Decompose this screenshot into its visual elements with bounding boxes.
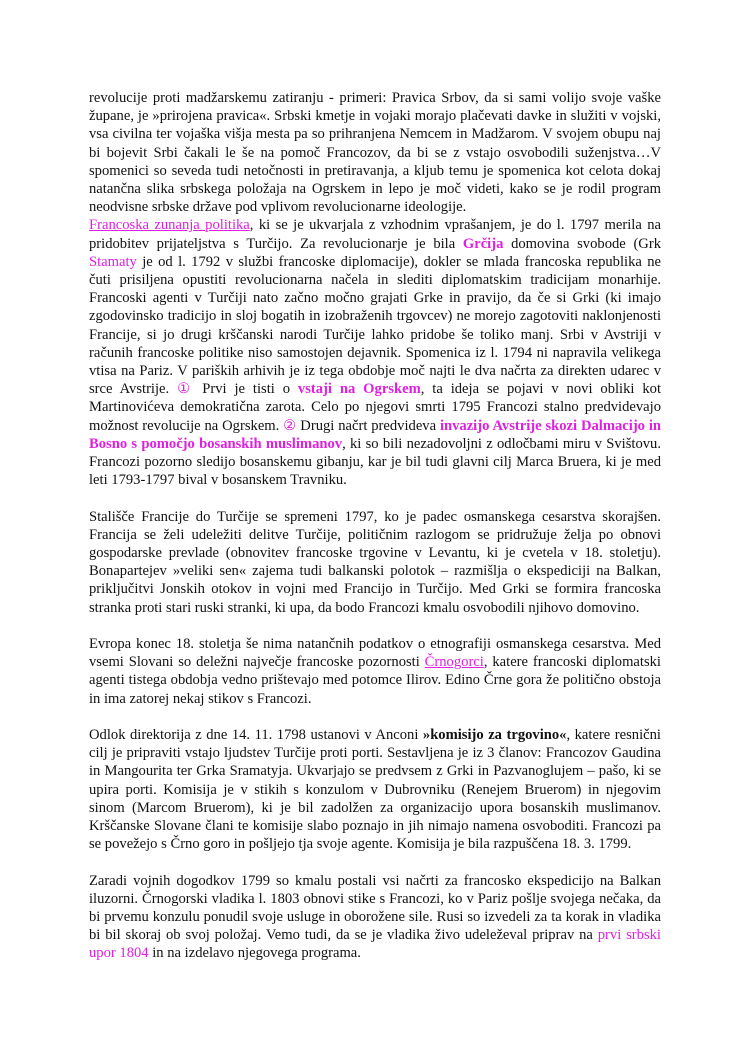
text: Stališče Francije do Turčije se spremeni 1797, ko je padec osmanskega cesarstva skorajšen. Francija se želi udeležiti delitve Turčije, političnim razlogom se pridružuje želja po obnovi gospodarske prevlade (obnovitev francoske trgovine v Levantu, ki je cvetela v 18. stoletju). Bonapartejev »veliki sen« zajema tudi balkanski polotok – razmišlja o ekspediciji na Balkan, priključitvi Jonskih otokov in vojni med Francijo in Turčijo. Med Grki se formira francoska stranka proti stari ruski stranki, ki upa, da bodo Francozi kmalu osvobodili njihovo domovino. — [89, 508, 661, 616]
text: Zaradi vojnih dogodkov 1799 so kmalu postali vsi načrti za francosko ekspedicijo na Balkan iluzorni. Črnogorski vladika l. 1803 obnovi stike s Francozi, ko v Pariz pošlje svojega nečaka, da bi prvemu konzulu ponudil svoje usluge in oborožene sile. Rusi so izvedeli za ta korak in vladika bi bil skoraj ob svoj položaj. Vemo tudi, da se je vladika živo udeleževal priprav na — [89, 872, 661, 944]
paragraph-spacer — [89, 708, 661, 726]
paragraph-france-turkey-stance — [89, 508, 661, 617]
highlight-prvi-srbski-upor: prvi srbski upor 1804 — [89, 927, 661, 962]
link-crnogorci[interactable]: Črnogorci — [424, 654, 484, 671]
text: revolucije proti madžarskemu zatiranju - primeri: Pravica Srbov, da si sami volijo svoje vaške župane, je »prirojena pravica«. Srbski kmetje in vojaki morajo plačevati davke in služiti v vojski, vsa civilna ter vojaška višja mesta pa so prihranjena Nemcem in Madžarom. V svojem obupu naj bi bojevit Srbi čakali le še na pomoč Francozov, da bi se z vstajo osvobodili suženjstva…V spomenici so seveda tudi netočnosti in pretiravanja, a kljub temu je spomenica kot celota dokaj natančna slika srbskega položaja na Ogrskem in lepo je moč videti, kako se je rodil program neodvisne srbske države pod vplivom revolucionarne ideologije. — [89, 90, 661, 216]
text: , ta ideja se pojavi v novi obliki kot Martinovićeva demokratična zarota. Celo po njegovi smrti 1795 Francozi stalno predvidevajo možnost revolucije na Ogrskem. — [89, 381, 661, 434]
circled-number-two-icon: ② — [283, 417, 297, 434]
circled-number-one-icon: ① — [177, 381, 195, 398]
text: je od l. 1792 v službi francoske diplomacije), dokler se mlada francoska republika ne čuti prisiljena opustiti revolucionarna načela in slediti diplomatskim tradicijam monarhije. Francoski agenti v Turčiji nato začno močno grajati Grke in pravijo, da če si Grki (ki imajo zgodovinsko tradicijo in sloj bogatih in izobraženih trgovcev) ne morejo zagotoviti naklonjenosti Francije, si jo drugi krščanski narodi Turčije lahko pridobe še toliko manj. Srbi v Avstriji v računih francoske politike niso samostojen dejavnik. Spomenica iz l. 1794 ni napravila velikega vtisa na Pariz. V pariških arhivih je iz tega obdobje moč najti le dva načrta za direkten udarec v srce Avstrije. — [89, 253, 661, 398]
highlight-grcija: Grčija — [462, 235, 504, 252]
text: domovina svobode (Grk — [503, 235, 661, 252]
highlight-vstaji-na-ogrskem: vstaji na Ogrskem — [297, 381, 421, 398]
text: in na izdelavo njegovega programa. — [148, 945, 361, 962]
text: , ki se je ukvarjala z vzhodnim vprašanjem, je do l. 1797 merila na pridobitev prijateljstva s Turčijo. Za revolucionarje je bila — [89, 217, 661, 252]
text: , katere francoski diplomatski agenti tistega obdobja vedno prištevajo med potomce Ilirov. Edino Črne gora že politično obstoja in ima zatorej nekaj stikov s Francozi. — [89, 654, 661, 707]
highlight-stamaty: Stamaty — [89, 253, 137, 270]
paragraph-trade-commission — [89, 726, 661, 853]
text: , ki so bili nezadovoljni z odločbami miru v Svištovu. Francozi pozorno sledijo bosanskemu gibanju, kar je bil tudi glavni cilj Marca Bruera, ki je med leti 1793-1797 bival v bosanskem Travniku. — [89, 435, 661, 489]
paragraph-french-foreign-policy — [89, 216, 661, 489]
paragraph-spacer — [89, 853, 661, 871]
paragraph-europe-ethnography — [89, 635, 661, 708]
document-page — [89, 89, 661, 963]
paragraph-spacer — [89, 489, 661, 507]
text: Odlok direktorija z dne 14. 11. 1798 ustanovi v Anconi — [89, 727, 423, 744]
text: Evropa konec 18. stoletja še nima natančnih podatkov o etnografiji osmanskega cesarstva. Med vsemi Slovani so deležni največje francoske pozornosti — [89, 636, 661, 671]
paragraph-serbian-memorandum — [89, 89, 661, 216]
text: Prvi je tisti o — [194, 381, 298, 398]
paragraph-military-events-1799 — [89, 872, 661, 963]
link-francoska-zunanja-politika[interactable]: Francoska zunanja politika — [89, 217, 250, 234]
paragraph-spacer — [89, 617, 661, 635]
text: , katere resnični cilj je pripraviti vstajo ljudstev Turčije proti porti. Sestavljena je iz 3 članov: Francozov Gaudina in Mangourita ter Grka Sramatyja. Ukvarjajo se predvsem z Grki in Pazvanoglujem – pašo, ki se upira porti. Komisija je v stikih s konzulom v Dubrovniku (Renejem Bruerom) in njegovim sinom (Marcom Bruerom), ki je bil zadolžen za organizacijo upora bosanskih muslimanov. Krščanske Slovane člani te komisije slabo poznajo in jih nimajo namena osvoboditi. Francozi pa se povežejo s Črno goro in pošljejo tja svoje agente. Komisija je bila razpuščena 18. 3. 1799. — [89, 727, 661, 853]
bold-komisijo-za-trgovino: »komisijo za trgovino« — [422, 727, 567, 744]
text: Drugi načrt predvideva — [296, 417, 440, 434]
highlight-invazijo-avstrije: invazijo Avstrije skozi Dalmacijo in Bosno s pomočjo bosanskih muslimanov — [89, 417, 662, 452]
